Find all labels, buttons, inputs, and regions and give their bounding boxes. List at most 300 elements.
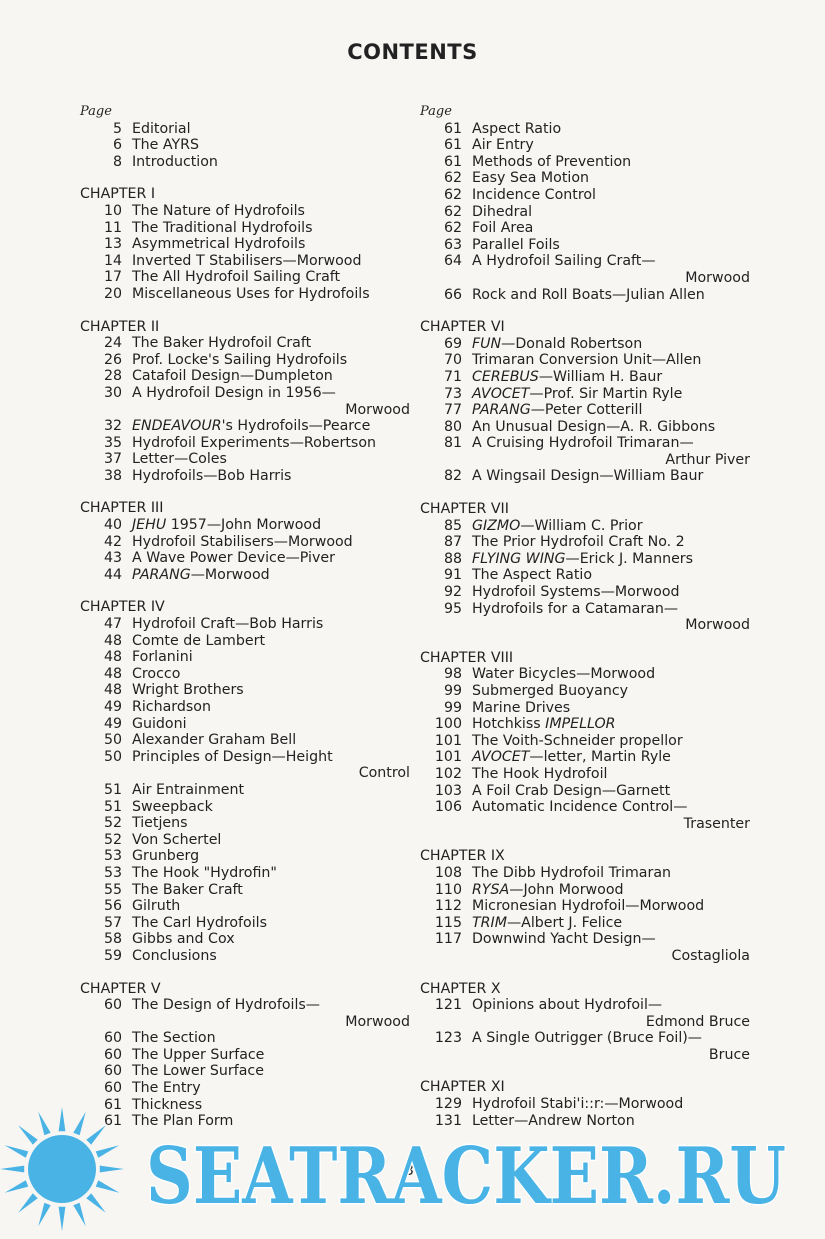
- toc-entry-title: [132, 269, 410, 286]
- page-column-label: Page: [420, 104, 452, 119]
- toc-page-number: 26: [103, 351, 122, 368]
- toc-page-number: 51: [103, 798, 122, 815]
- toc-page-number: 61: [103, 1096, 122, 1113]
- title-text: —William H. Baur: [538, 368, 663, 385]
- toc-page-number: 92: [443, 584, 462, 601]
- title-text: Miscellaneous Uses for Hydrofoils: [132, 285, 370, 302]
- vessel-name: JEHU: [132, 517, 167, 534]
- toc-entry-title: [472, 865, 750, 882]
- toc-page-number: 52: [103, 831, 122, 848]
- toc-entry-title: [472, 882, 750, 899]
- toc-page-number: 82: [443, 468, 462, 485]
- toc-page-number: 99: [443, 699, 462, 716]
- toc-page-number: 61: [103, 1113, 122, 1130]
- toc-page-number: 115: [434, 914, 462, 931]
- contents-section: [80, 186, 410, 302]
- title-text: Catafoil Design—Dumpleton: [132, 368, 333, 385]
- toc-entry-title: [132, 915, 410, 932]
- sun-ray: [0, 1166, 24, 1173]
- toc-page-number: 62: [443, 220, 462, 237]
- watermark: [0, 1105, 825, 1239]
- toc-entry-title: [472, 204, 750, 221]
- vessel-name: GIZMO: [472, 517, 521, 534]
- title-text: Opinions about Hydrofoil—: [472, 997, 663, 1014]
- toc-entry: [80, 451, 410, 468]
- title-text: Micronesian Hydrofoil—Morwood: [472, 898, 705, 915]
- title-text: —Morwood: [190, 566, 270, 583]
- vessel-name: CEREBUS: [472, 368, 539, 385]
- toc-page-number: 6: [112, 137, 122, 154]
- title-text: The Entry: [132, 1080, 201, 1097]
- toc-entry: [420, 402, 750, 419]
- toc-entry-title: [132, 1080, 410, 1097]
- toc-entry-title: [132, 716, 410, 733]
- toc-page-number: 85: [443, 517, 462, 534]
- toc-entry-title: [472, 137, 750, 154]
- toc-page-number: 48: [103, 632, 122, 649]
- toc-page-number: 110: [434, 881, 462, 898]
- chapter-heading: CHAPTER V: [80, 980, 161, 997]
- sun-logo-icon: [0, 1107, 124, 1231]
- toc-entry-title: [132, 832, 410, 849]
- toc-entry: [80, 1063, 410, 1080]
- title-text: Alexander Graham Bell: [132, 732, 297, 749]
- title-text: Water Bicycles—Morwood: [472, 666, 656, 683]
- toc-page-number: 49: [103, 715, 122, 732]
- toc-entry-title: [132, 550, 410, 567]
- title-text: A Hydrofoil Design in 1956—: [132, 384, 336, 401]
- toc-page-number: 62: [443, 186, 462, 203]
- toc-entry: [80, 815, 410, 832]
- toc-entry: [80, 534, 410, 551]
- title-text: Conclusions: [132, 947, 217, 964]
- toc-entry-title: [132, 435, 410, 452]
- toc-entry: [420, 220, 750, 237]
- toc-page-number: 5: [112, 120, 122, 137]
- contents-section: [420, 650, 750, 833]
- toc-entry-title: [472, 551, 750, 568]
- title-text: Thickness: [132, 1096, 203, 1113]
- title-text: The Hook Hydrofoil: [472, 765, 608, 782]
- toc-entry-title: [132, 649, 410, 666]
- toc-entry: [420, 551, 750, 568]
- toc-page-number: 95: [443, 600, 462, 617]
- toc-page-number: 112: [434, 898, 462, 915]
- toc-entry: [420, 898, 750, 915]
- toc-entry: [80, 335, 410, 352]
- vessel-name: IMPELLOR: [545, 716, 616, 733]
- toc-entry: [80, 616, 410, 633]
- contents-section: [420, 319, 750, 485]
- title-text: Gibbs and Cox: [132, 931, 235, 948]
- toc-entry-title: [472, 733, 750, 750]
- toc-entry: [420, 287, 750, 304]
- title-text: Guidoni: [132, 715, 187, 732]
- toc-entry-title: [132, 732, 410, 749]
- contents-column-left: [80, 104, 410, 1130]
- title-text: —Erick J. Manners: [565, 550, 694, 567]
- toc-entry-title: [132, 898, 410, 915]
- title-text: Hydrofoil Systems—Morwood: [472, 584, 680, 601]
- toc-entry-title: [132, 154, 410, 171]
- toc-entry-title: [472, 170, 750, 187]
- toc-entry-title: [472, 336, 750, 353]
- toc-page-number: 30: [103, 384, 122, 401]
- toc-entry: [80, 732, 410, 749]
- sun-ray: [73, 1112, 85, 1136]
- toc-entry: [80, 997, 410, 1014]
- title-text: —Peter Cotterill: [530, 402, 643, 419]
- toc-entry-title: [132, 137, 410, 154]
- toc-page-number: 57: [103, 914, 122, 931]
- title-text: A Hydrofoil Sailing Craft—: [472, 253, 656, 270]
- title-text: Forlanini: [132, 649, 193, 666]
- page-number: 3: [405, 1163, 414, 1179]
- title-text: Editorial: [132, 120, 191, 137]
- title-text: Letter—Coles: [132, 451, 227, 468]
- toc-entry: [80, 435, 410, 452]
- toc-entry-title: [132, 782, 410, 799]
- sun-ray: [18, 1193, 38, 1213]
- toc-entry: [80, 468, 410, 485]
- toc-entry: [420, 700, 750, 717]
- toc-entry-title: [132, 865, 410, 882]
- toc-entry: [80, 898, 410, 915]
- contents-section: [420, 981, 750, 1064]
- vessel-name: RYSA: [472, 881, 510, 898]
- toc-entry: [80, 931, 410, 948]
- toc-entry-title: [472, 666, 750, 683]
- title-text: —Albert J. Felice: [506, 914, 623, 931]
- toc-entry: [420, 468, 750, 485]
- toc-page-number: 77: [443, 402, 462, 419]
- toc-page-number: 91: [443, 567, 462, 584]
- toc-entry-title: [132, 567, 410, 584]
- toc-page-number: 108: [434, 864, 462, 881]
- toc-entry: [80, 286, 410, 303]
- title-text: Introduction: [132, 153, 218, 170]
- title-text: —Prof. Sir Martin Ryle: [529, 385, 683, 402]
- toc-page-number: 50: [103, 748, 122, 765]
- title-text: A Foil Crab Design—Garnett: [472, 782, 671, 799]
- sun-ray: [18, 1125, 38, 1145]
- title-text: Grunberg: [132, 848, 200, 865]
- toc-entry-title: [472, 253, 750, 270]
- toc-entry-title: [472, 121, 750, 138]
- title-text: —William C. Prior: [520, 517, 643, 534]
- toc-page-number: 43: [103, 550, 122, 567]
- toc-page-number: 32: [103, 418, 122, 435]
- title-text: Air Entrainment: [132, 781, 245, 798]
- vessel-name: FUN: [472, 335, 502, 352]
- toc-entry-title: [472, 154, 750, 171]
- title-text: Prof. Locke's Sailing Hydrofoils: [132, 351, 348, 368]
- chapter-heading: CHAPTER VI: [420, 319, 505, 336]
- title-text: The Hook "Hydrofin": [132, 864, 277, 881]
- toc-entry-title: [472, 716, 750, 733]
- toc-entry: [80, 1080, 410, 1097]
- toc-entry: [80, 418, 410, 435]
- toc-entry-author: Bruce: [708, 1046, 750, 1063]
- toc-entry-title: [132, 948, 410, 965]
- toc-entry-author: Morwood: [685, 269, 750, 286]
- toc-entry: [420, 386, 750, 403]
- chapter-heading: CHAPTER X: [420, 980, 501, 997]
- toc-entry: [420, 419, 750, 436]
- title-text: An Unusual Design—A. R. Gibbons: [472, 418, 716, 435]
- toc-page-number: 24: [103, 335, 122, 352]
- toc-page-number: 71: [443, 368, 462, 385]
- toc-entry: [420, 253, 750, 270]
- watermark-text: SEATRACKER.RU: [146, 1131, 786, 1222]
- toc-entry: [80, 253, 410, 270]
- toc-entry: [420, 170, 750, 187]
- toc-page-number: 98: [443, 666, 462, 683]
- toc-page-number: 52: [103, 815, 122, 832]
- toc-page-number: 60: [103, 1030, 122, 1047]
- chapter-heading: CHAPTER VII: [420, 501, 509, 518]
- toc-entry: [420, 601, 750, 618]
- title-text: Easy Sea Motion: [472, 170, 589, 187]
- toc-page-number: 106: [434, 799, 462, 816]
- sun-ray: [38, 1203, 50, 1227]
- toc-entry: [420, 187, 750, 204]
- title-text: The Nature of Hydrofoils: [132, 202, 305, 219]
- toc-page-number: 48: [103, 649, 122, 666]
- toc-page-number: 69: [443, 335, 462, 352]
- title-text: —John Morwood: [509, 881, 624, 898]
- chapter-heading: CHAPTER IV: [80, 599, 165, 616]
- toc-entry-title: [132, 451, 410, 468]
- toc-entry: [420, 783, 750, 800]
- title-text: —Donald Robertson: [501, 335, 643, 352]
- sun-ray: [59, 1107, 66, 1131]
- toc-entry-title: [132, 616, 410, 633]
- title-text: A Wingsail Design—William Baur: [472, 468, 704, 485]
- toc-entry: [420, 915, 750, 932]
- title-text: The AYRS: [132, 137, 200, 154]
- toc-page-number: 14: [103, 252, 122, 269]
- toc-page-number: 38: [103, 467, 122, 484]
- vessel-name: PARANG: [472, 402, 531, 419]
- toc-entry: [80, 649, 410, 666]
- title-text: Marine Drives: [472, 699, 571, 716]
- contents-section: [80, 599, 410, 964]
- title-text: Rock and Roll Boats—Julian Allen: [472, 286, 705, 303]
- title-text: Hydrofoil Experiments—Robertson: [132, 434, 376, 451]
- toc-page-number: 66: [443, 286, 462, 303]
- title-text: The Traditional Hydrofoils: [132, 219, 313, 236]
- contents-section: [420, 501, 750, 634]
- toc-entry: [80, 782, 410, 799]
- vessel-name: FLYING WING: [472, 550, 566, 567]
- title-text: Hydrofoil Stabi'i::r:—Morwood: [472, 1096, 684, 1113]
- toc-entry: [420, 683, 750, 700]
- toc-page-number: 60: [103, 1063, 122, 1080]
- toc-entry-title: [472, 1030, 750, 1047]
- toc-entry-title: [132, 749, 410, 766]
- toc-page-number: 13: [103, 236, 122, 253]
- toc-entry-title: [472, 402, 750, 419]
- toc-entry-title: [132, 882, 410, 899]
- toc-page-number: 8: [112, 153, 122, 170]
- toc-page-number: 58: [103, 931, 122, 948]
- title-text: Crocco: [132, 665, 181, 682]
- toc-entry-title: [132, 286, 410, 303]
- toc-entry: [420, 534, 750, 551]
- title-text: The Carl Hydrofoils: [132, 914, 268, 931]
- toc-entry: [80, 567, 410, 584]
- title-text: Inverted T Stabilisers—Morwood: [132, 252, 362, 269]
- toc-entry: [420, 435, 750, 452]
- toc-page-number: 64: [443, 253, 462, 270]
- sun-ray: [5, 1145, 29, 1157]
- title-text: The Baker Hydrofoil Craft: [132, 335, 312, 352]
- page-column-label: Page: [80, 104, 112, 119]
- toc-page-number: 100: [434, 716, 462, 733]
- toc-page-number: 117: [434, 931, 462, 948]
- title-text: Von Schertel: [132, 831, 222, 848]
- sun-ray: [100, 1166, 124, 1173]
- toc-entry: [80, 137, 410, 154]
- toc-page-number: 53: [103, 864, 122, 881]
- toc-page-number: 42: [103, 533, 122, 550]
- toc-entry: [80, 865, 410, 882]
- title-text: Automatic Incidence Control—: [472, 799, 688, 816]
- toc-entry-title: [132, 848, 410, 865]
- chapter-heading: CHAPTER III: [80, 500, 164, 517]
- toc-page-number: 17: [103, 269, 122, 286]
- toc-entry-title: [472, 534, 750, 551]
- toc-page-number: 81: [443, 435, 462, 452]
- title-text: The Dibb Hydrofoil Trimaran: [472, 864, 672, 881]
- toc-entry-title: [132, 799, 410, 816]
- toc-entry-title: [472, 518, 750, 535]
- toc-page-number: 48: [103, 665, 122, 682]
- toc-entry: [80, 948, 410, 965]
- toc-entry: [80, 154, 410, 171]
- toc-entry: [420, 518, 750, 535]
- toc-entry-title: [472, 237, 750, 254]
- toc-entry: [420, 997, 750, 1014]
- toc-entry-author: Morwood: [345, 401, 410, 418]
- toc-page-number: 11: [103, 219, 122, 236]
- title-text: Richardson: [132, 699, 211, 715]
- title-text: The Lower Surface: [132, 1063, 264, 1080]
- toc-entry-title: [472, 749, 750, 766]
- toc-entry: [420, 766, 750, 783]
- toc-entry: [80, 832, 410, 849]
- toc-entry-title: [472, 700, 750, 717]
- toc-page-number: 88: [443, 550, 462, 567]
- toc-entry-title: [132, 666, 410, 683]
- contents-section: [420, 848, 750, 964]
- toc-entry-title: [132, 203, 410, 220]
- chapter-heading: CHAPTER IX: [420, 848, 505, 865]
- toc-entry: [420, 237, 750, 254]
- toc-entry: [80, 368, 410, 385]
- title-text: A Single Outrigger (Bruce Foil)—: [472, 1030, 702, 1047]
- title-text: The Voith-Schneider propellor: [472, 732, 683, 749]
- toc-entry-author: Costagliola: [671, 947, 750, 964]
- toc-page-number: 56: [103, 898, 122, 915]
- toc-entry-title: [472, 783, 750, 800]
- toc-entry: [420, 154, 750, 171]
- toc-page-number: 60: [103, 997, 122, 1014]
- title-text: Aspect Ratio: [472, 120, 562, 137]
- toc-entry-title: [472, 187, 750, 204]
- toc-page-number: 59: [103, 947, 122, 964]
- toc-page-number: 51: [103, 781, 122, 798]
- title-text: Gilruth: [132, 898, 181, 915]
- toc-entry-title: [472, 915, 750, 932]
- toc-entry-title: [472, 419, 750, 436]
- toc-entry: [80, 666, 410, 683]
- sun-ray: [38, 1112, 50, 1136]
- toc-entry: [420, 865, 750, 882]
- toc-entry-title: [472, 683, 750, 700]
- title-text: The Upper Surface: [132, 1046, 265, 1063]
- toc-entry: [420, 584, 750, 601]
- toc-entry-title: [132, 236, 410, 253]
- title-text: Wright Brothers: [132, 682, 244, 699]
- toc-page-number: 40: [103, 517, 122, 534]
- toc-page-number: 62: [443, 203, 462, 220]
- toc-entry: [420, 567, 750, 584]
- toc-entry: [420, 733, 750, 750]
- toc-page-number: 63: [443, 236, 462, 253]
- chapter-heading: CHAPTER I: [80, 186, 156, 203]
- toc-entry: [420, 931, 750, 948]
- toc-page-number: 61: [443, 153, 462, 170]
- toc-page-number: 102: [434, 765, 462, 782]
- toc-page-number: 123: [434, 1030, 462, 1047]
- toc-entry: [80, 882, 410, 899]
- toc-entry-title: [472, 435, 750, 452]
- toc-entry: [80, 203, 410, 220]
- title-text: The Baker Craft: [132, 881, 243, 898]
- toc-entry-title: [132, 1047, 410, 1064]
- toc-entry-title: [472, 369, 750, 386]
- contents-section: [420, 121, 750, 304]
- toc-entry-title: [132, 633, 410, 650]
- toc-page-number: 101: [434, 749, 462, 766]
- sun-ray: [96, 1145, 120, 1157]
- toc-entry-author: Edmond Bruce: [645, 1013, 750, 1030]
- toc-entry-author: Arthur Piver: [665, 451, 750, 468]
- toc-page-number: 20: [103, 285, 122, 302]
- title-text: Air Entry: [472, 137, 534, 154]
- title-text: Downwind Yacht Design—: [472, 931, 656, 948]
- toc-entry-title: [472, 352, 750, 369]
- sun-ray: [59, 1207, 66, 1231]
- title-text: Letter—Andrew Norton: [472, 1112, 635, 1129]
- chapter-heading: CHAPTER II: [80, 318, 160, 335]
- toc-page-number: 87: [443, 534, 462, 551]
- title-text: The Section: [132, 1030, 216, 1047]
- sun-ray: [73, 1203, 85, 1227]
- toc-page-number: 99: [443, 683, 462, 699]
- title-text: Hydrofoil Craft—Bob Harris: [132, 616, 324, 633]
- toc-entry-title: [472, 584, 750, 601]
- toc-entry-title: [472, 997, 750, 1014]
- contents-section: [80, 500, 410, 583]
- title-text: Dihedral: [472, 203, 533, 220]
- toc-entry: [80, 848, 410, 865]
- toc-page-number: 121: [434, 997, 462, 1014]
- toc-entry-title: [132, 385, 410, 402]
- title-text: Tietjens: [132, 815, 188, 832]
